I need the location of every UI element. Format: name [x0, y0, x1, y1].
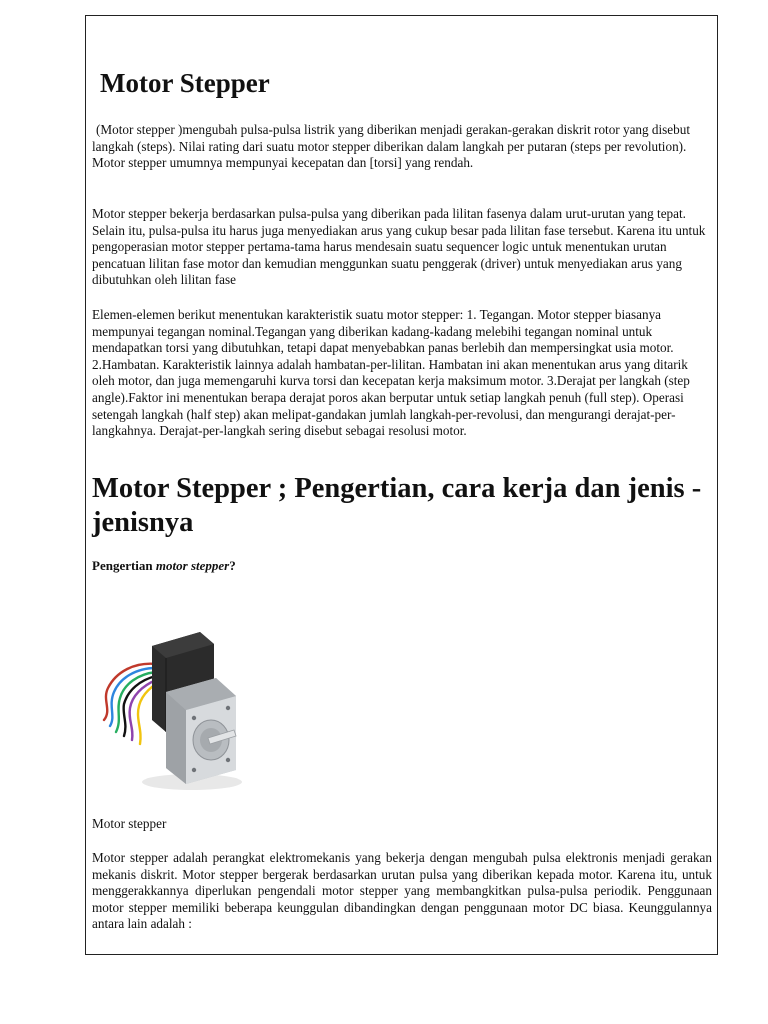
subheading-prefix: Pengertian	[92, 558, 156, 573]
section-heading: Motor Stepper ; Pengertian, cara kerja dan jenis -jenisnya	[92, 473, 702, 538]
subheading-emphasis: motor stepper	[155, 558, 230, 573]
subheading-suffix: ?	[229, 558, 236, 573]
subheading	[92, 558, 236, 574]
intro-paragraph: (Motor stepper )mengubah pulsa-pulsa listrik yang diberikan menjadi gerakan-gerakan diskrit rotor yang disebut langkah (steps). Nilai rating dari suatu motor stepper diberikan dalam langkah per putaran (steps per revolution). Motor stepper umumnya mempunyai kecepatan dan [torsi] yang rendah.	[92, 122, 691, 171]
characteristics-paragraph: Elemen-elemen berikut menentukan karakteristik suatu motor stepper: 1. Tegangan. Motor stepper biasanya mempunyai tegangan nominal.Tegangan yang diberikan kadang-kadang melebihi tegangan nominal untuk mendapatkan torsi yang dibutuhkan, tetapi dapat menyebabkan panas berlebih dan mempersingkat usia motor. 2.Hambatan. Karakteristik lainnya adalah hambatan-per-lilitan. Hambatan ini akan menentukan arus yang ditarik oleh motor, dan juga memengaruhi kurva torsi dan kecepatan kerja maksimum motor. 3.Derajat per langkah (step angle).Faktor ini menentukan berapa derajat poros akan berputar untuk setiap langkah penuh (full step). Operasi setengah langkah (half step) akan melipat-gandakan jumlah langkah-per-revolusi, dan mengurangi derajat-per-langkahnya. Derajat-per-langkah sering disebut sebagai resolusi motor.	[92, 307, 690, 439]
document-page	[85, 15, 718, 955]
main-heading: Motor Stepper	[100, 68, 270, 98]
stepper-motor-image	[94, 592, 244, 812]
working-paragraph: Motor stepper bekerja berdasarkan pulsa-pulsa yang diberikan pada lilitan fasenya dalam urut-urutan yang tepat. Selain itu, pulsa-pulsa itu harus juga menyediakan arus yang cukup besar pada lilitan fase tersebut. Karena itu untuk pengoperasian motor stepper pertama-tama harus mendesain suatu sequencer logic untuk menentukan urutan pencatuan lilitan fase motor dan kemudian menggunkan suatu penggerak (driver) untuk menyediakan arus yang dibutuhkan oleh lilitan fase	[92, 206, 706, 288]
definition-paragraph: Motor stepper adalah perangkat elektromekanis yang bekerja dengan mengubah pulsa elektronis menjadi gerakan mekanis diskrit. Motor stepper bergerak berdasarkan urutan pulsa yang diberikan kepada motor. Karena itu, untuk menggerakkannya diperlukan pengendali motor stepper yang membangkitkan pulsa-pulsa periodik. Penggunaan motor stepper memiliki beberapa keunggulan dibandingkan dengan penggunaan motor DC biasa. Keunggulannya antara lain adalah :	[92, 850, 712, 932]
photo-caption: Motor stepper	[92, 816, 167, 831]
